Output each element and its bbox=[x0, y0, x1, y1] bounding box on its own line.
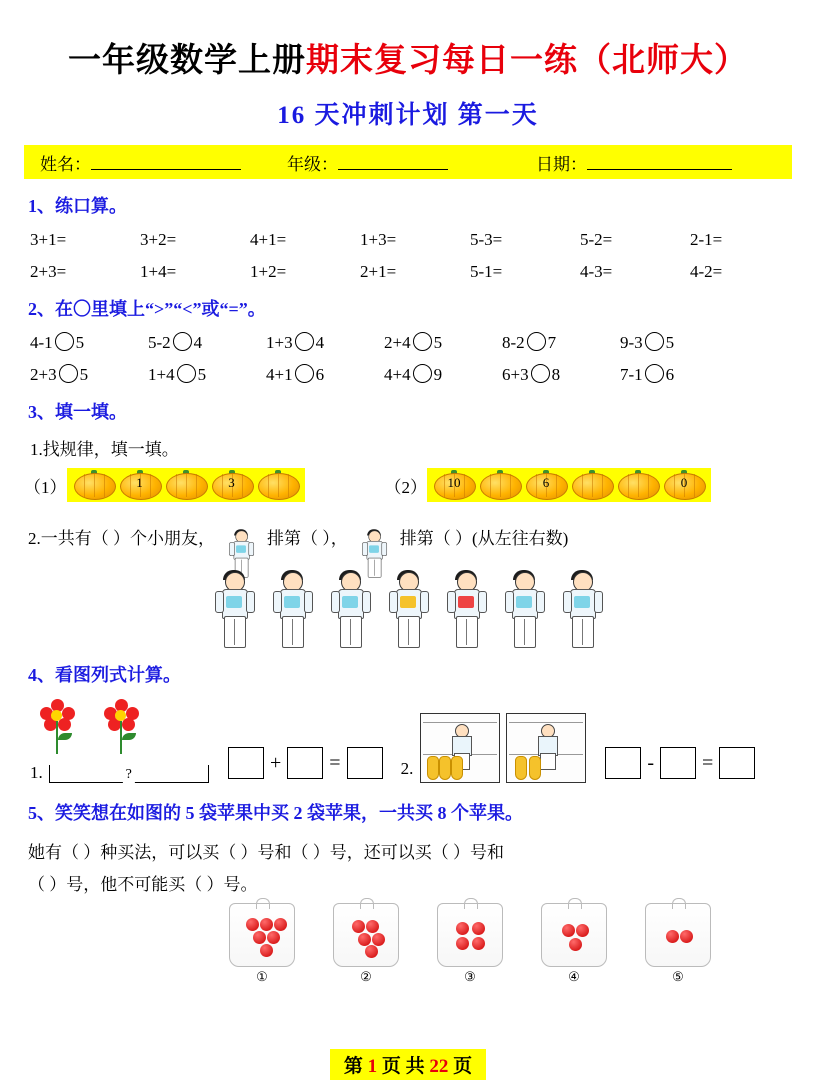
grade-label: 年级： bbox=[287, 154, 338, 174]
date-label: 日期： bbox=[536, 154, 587, 174]
page-footer bbox=[0, 1049, 816, 1080]
section-1-heading: 1、练口算。 bbox=[28, 196, 127, 216]
equation: 4-2= bbox=[690, 262, 723, 281]
comparison-item: 7-1 6 bbox=[620, 365, 675, 384]
pumpkin-icon[interactable]: 1 bbox=[118, 470, 162, 500]
shelf-illustration-2 bbox=[506, 713, 586, 783]
pumpkin-sequence-row bbox=[24, 468, 816, 502]
answer-circle[interactable] bbox=[173, 332, 192, 351]
comparison-item: 6+3 8 bbox=[502, 365, 561, 384]
group-2-label: （2） bbox=[384, 477, 427, 497]
date-input[interactable] bbox=[587, 154, 732, 170]
answer-circle[interactable] bbox=[531, 364, 550, 383]
plus-operator: + bbox=[270, 751, 282, 774]
equation: 5-2= bbox=[580, 230, 613, 249]
bag-label: ⑤ bbox=[672, 969, 684, 984]
brace-bracket bbox=[49, 765, 209, 783]
apple-bag[interactable] bbox=[432, 903, 508, 985]
comparison-item: 4+4 9 bbox=[384, 365, 443, 384]
section-4-heading: 4、看图列式计算。 bbox=[28, 665, 181, 685]
kid-figure bbox=[556, 570, 608, 648]
answer-circle[interactable] bbox=[59, 364, 78, 383]
comparison-item: 4+1 6 bbox=[266, 365, 325, 384]
footer-page-number: 1 bbox=[367, 1056, 378, 1077]
equation: 1+4= bbox=[140, 262, 177, 281]
section-2-row-2 bbox=[30, 364, 816, 385]
footer-total-pages: 22 bbox=[429, 1056, 449, 1077]
comparison-item: 2+4 5 bbox=[384, 333, 443, 352]
section-3-q1-label: 1.找规律，填一填。 bbox=[30, 440, 179, 459]
section-4-body bbox=[30, 701, 816, 783]
pumpkin-icon[interactable] bbox=[72, 470, 116, 500]
apple-bag[interactable] bbox=[328, 903, 404, 985]
equation: 2+1= bbox=[360, 262, 397, 281]
equation: 1+3= bbox=[360, 230, 397, 249]
pumpkin-icon[interactable]: 6 bbox=[524, 470, 568, 500]
kid-figure bbox=[440, 570, 492, 648]
pumpkin-icon[interactable] bbox=[570, 470, 614, 500]
kid-figure bbox=[498, 570, 550, 648]
shelf-illustration-1 bbox=[420, 713, 500, 783]
section-3-q2-line bbox=[28, 508, 816, 564]
section-3-heading: 3、填一填。 bbox=[28, 402, 127, 422]
kid-figure bbox=[324, 570, 376, 648]
equation: 3+2= bbox=[140, 230, 177, 249]
item-2-number: 2. bbox=[400, 759, 414, 778]
comparison-item: 1+4 5 bbox=[148, 365, 207, 384]
answer-box[interactable] bbox=[660, 747, 696, 779]
kid-figure-inline-2 bbox=[358, 529, 390, 564]
equation: 2-1= bbox=[690, 230, 723, 249]
equation: 5-3= bbox=[470, 230, 503, 249]
name-label: 姓名： bbox=[40, 154, 91, 174]
kid-figure bbox=[266, 570, 318, 648]
item-1-number: 1. bbox=[30, 763, 43, 782]
bag-label: ③ bbox=[464, 969, 476, 984]
answer-box[interactable] bbox=[605, 747, 641, 779]
q2-text-c: 排第（ ）(从左往右数) bbox=[399, 528, 569, 548]
flowers-illustration bbox=[30, 701, 180, 763]
pumpkin-group-2 bbox=[427, 468, 711, 502]
section-5-line-2: （ ）号，他不可能买（ ）号。 bbox=[28, 875, 258, 894]
footer-text bbox=[330, 1049, 486, 1080]
equation: 4-3= bbox=[580, 262, 613, 281]
comparison-item: 5-2 4 bbox=[148, 333, 203, 352]
comparison-item: 4-1 5 bbox=[30, 333, 85, 352]
apple-bag[interactable] bbox=[224, 903, 300, 985]
grade-input[interactable] bbox=[338, 154, 448, 170]
item-2-equation bbox=[605, 747, 755, 779]
equals-operator: = bbox=[329, 751, 341, 774]
comparison-item: 8-2 7 bbox=[502, 333, 557, 352]
comparison-item: 9-3 5 bbox=[620, 333, 675, 352]
answer-circle[interactable] bbox=[645, 364, 664, 383]
q2-text-b: 排第（ ）， bbox=[267, 528, 348, 548]
answer-circle[interactable] bbox=[295, 332, 314, 351]
kid-figure-inline-1 bbox=[225, 529, 257, 564]
section-2-row-1 bbox=[30, 332, 816, 353]
answer-circle[interactable] bbox=[55, 332, 74, 351]
answer-circle[interactable] bbox=[177, 364, 196, 383]
answer-circle[interactable] bbox=[413, 364, 432, 383]
bag-label: ② bbox=[360, 969, 372, 984]
title-part-1: 一年级数学上册 bbox=[68, 43, 306, 79]
pumpkin-icon[interactable] bbox=[164, 470, 208, 500]
pumpkin-icon[interactable] bbox=[256, 470, 300, 500]
page-title bbox=[0, 34, 816, 81]
section-2-heading: 2、在〇里填上“>”“<”或“=”。 bbox=[28, 299, 266, 319]
answer-circle[interactable] bbox=[295, 364, 314, 383]
equals-operator: = bbox=[701, 751, 714, 774]
pumpkin-group-1 bbox=[67, 468, 305, 502]
q2-text-a: 2.一共有（ ）个小朋友， bbox=[28, 528, 215, 548]
answer-circle[interactable] bbox=[413, 332, 432, 351]
comparison-item: 2+3 5 bbox=[30, 365, 89, 384]
bag-label: ④ bbox=[568, 969, 580, 984]
answer-circle[interactable] bbox=[645, 332, 664, 351]
equation: 1+2= bbox=[250, 262, 287, 281]
kid-figure bbox=[382, 570, 434, 648]
comparison-item: 1+3 4 bbox=[266, 333, 325, 352]
group-1-label: （1） bbox=[24, 477, 67, 497]
equation: 4+1= bbox=[250, 230, 287, 249]
answer-circle[interactable] bbox=[527, 332, 546, 351]
pumpkin-icon[interactable]: 10 bbox=[432, 470, 476, 500]
section-1-row-2 bbox=[30, 262, 816, 282]
kid-figure bbox=[208, 570, 260, 648]
title-part-2: 期末复习每日一练（北师大） bbox=[306, 43, 748, 79]
minus-operator: - bbox=[647, 751, 654, 774]
section-5-heading: 5、笑笑想在如图的 5 袋苹果中买 2 袋苹果，一共买 8 个苹果。 bbox=[28, 803, 523, 823]
answer-box[interactable] bbox=[719, 747, 755, 779]
equation: 3+1= bbox=[30, 230, 67, 249]
apple-bag[interactable] bbox=[640, 903, 716, 985]
answer-box[interactable] bbox=[228, 747, 264, 779]
worksheet-page bbox=[0, 34, 816, 1090]
bag-label: ① bbox=[256, 969, 268, 984]
apple-bags-row bbox=[0, 903, 716, 985]
name-input[interactable] bbox=[91, 154, 241, 170]
equation: 5-1= bbox=[470, 262, 503, 281]
apple-bag[interactable] bbox=[536, 903, 612, 985]
section-1-row-1 bbox=[30, 230, 816, 250]
pumpkin-icon[interactable]: 0 bbox=[662, 470, 706, 500]
section-5-line-1: 她有（ ）种买法，可以买（ ）号和（ ）号，还可以买（ ）号和 bbox=[28, 843, 504, 862]
pumpkin-icon[interactable]: 3 bbox=[210, 470, 254, 500]
page-subtitle: 16 天冲刺计划 第一天 bbox=[277, 102, 539, 129]
item-1-equation bbox=[228, 747, 383, 779]
question-mark: ? bbox=[123, 767, 135, 783]
footer-suffix: 页 bbox=[453, 1056, 473, 1077]
answer-box[interactable] bbox=[347, 747, 383, 779]
pumpkin-icon[interactable] bbox=[478, 470, 522, 500]
footer-middle: 页 共 bbox=[381, 1056, 425, 1077]
footer-prefix: 第 bbox=[343, 1056, 363, 1077]
student-info-bar bbox=[24, 145, 792, 179]
kids-illustration bbox=[0, 570, 816, 648]
pumpkin-icon[interactable] bbox=[616, 470, 660, 500]
equation: 2+3= bbox=[30, 262, 67, 281]
answer-box[interactable] bbox=[287, 747, 323, 779]
